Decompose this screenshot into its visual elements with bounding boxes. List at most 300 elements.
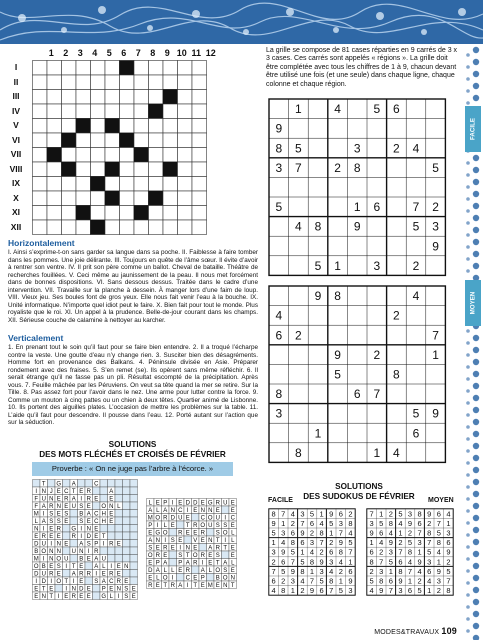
solution-letter: I	[179, 545, 182, 552]
solution-letter: C	[94, 511, 99, 518]
crossword-cell	[134, 177, 149, 192]
crossword-cell	[178, 133, 193, 148]
solution-letter: E	[208, 552, 213, 559]
solution-digit: 2	[271, 557, 276, 567]
solution-digit: 2	[407, 528, 413, 538]
crossword-cell	[192, 220, 207, 235]
solution-letter: I	[87, 548, 90, 555]
crossword-cell	[76, 61, 91, 76]
solution-digit: 6	[446, 538, 451, 548]
solution-letter: E	[116, 563, 121, 570]
sudoku-given-digit: 1	[295, 102, 302, 117]
solution-letter: S	[223, 567, 228, 574]
crossword-cell	[47, 220, 62, 235]
crossword-cell	[120, 148, 135, 163]
solution-letter: I	[224, 515, 227, 522]
crossword-cell	[62, 104, 77, 119]
solution-letter: I	[65, 586, 68, 593]
solution-digit: 3	[348, 586, 353, 596]
crossword-cell	[178, 191, 193, 206]
solution-digit: 6	[379, 528, 384, 538]
sudoku-given-digit: 5	[334, 367, 341, 382]
crossword-column-number: 2	[63, 48, 69, 58]
solution-digit: 4	[281, 538, 286, 548]
solution-letter: M	[33, 556, 39, 563]
sudoku-given-digit: 8	[353, 160, 361, 175]
crossword-cell	[163, 133, 178, 148]
solution-digit: 5	[398, 509, 403, 519]
solution-letter: R	[86, 571, 91, 578]
solution-digit: 3	[417, 538, 422, 548]
solution-digit: 2	[309, 528, 315, 538]
solution-digit: 9	[379, 586, 384, 596]
solution-digit: 8	[300, 566, 305, 576]
crossword-cell	[120, 177, 135, 192]
crossword-column-numbers	[38, 48, 248, 60]
solution-letter: N	[86, 526, 91, 533]
crossword-row-number: X	[13, 192, 19, 203]
solution-letter: S	[49, 518, 54, 525]
footer-brand: MODES&TRAVAUX	[374, 629, 440, 636]
solution-letter: I	[80, 533, 83, 540]
crossword-column-number: 5	[106, 48, 112, 58]
solution-digit: 7	[338, 528, 343, 538]
crossword-cell	[76, 148, 91, 163]
solution-letter: T	[71, 563, 76, 570]
crossword-cell	[47, 133, 62, 148]
solution-digit: 5	[436, 528, 441, 538]
solution-digit: 5	[369, 576, 374, 586]
solution-digit: 6	[290, 528, 295, 538]
solution-letter: L	[163, 522, 167, 529]
solution-letter: C	[64, 488, 69, 495]
solution-letter: E	[94, 533, 99, 540]
solution-letter: N	[71, 586, 76, 593]
solution-letter: E	[116, 541, 121, 548]
solution-letter: R	[109, 541, 114, 548]
crossword-black-square	[134, 206, 149, 221]
solution-digit: 2	[290, 518, 295, 528]
solution-letter: N	[56, 503, 61, 510]
sudoku-given-digit: 7	[412, 200, 420, 215]
solution-letter: D	[41, 578, 46, 585]
crossword-cell	[134, 133, 149, 148]
solution-letter: R	[49, 503, 54, 510]
crossword-column-number: 11	[191, 48, 201, 58]
solution-digit: 2	[388, 509, 393, 519]
crossword-row-number: II	[13, 76, 19, 87]
solution-letter: E	[193, 575, 198, 582]
solution-digit: 5	[446, 566, 451, 576]
solution-digit: 3	[379, 566, 384, 576]
solution-letter: R	[170, 582, 175, 589]
solution-letter: C	[230, 515, 235, 522]
sudoku-given-digit: 6	[275, 328, 283, 343]
horizontal-clue-text: I. Ainsi s’exprime-t-on sans garder sa langue dans sa poche. II. Faiblesse à faire tomber dans les pommes. Une joie délirante. III. Toujours en quête de l’âme sœur. Il évite d’avoir à rentrer son ventre. IV. Il prit son père comme un ballot. Cheval de bataille. Théâtre de recherches fouillées. V. Ceci même au jaunissement de la peau. Il nous met forcément dans de bonnes dispositions. VI. Sans dessous dessus. Traitée dans le cadre d’une intervention. VII. Travaille sur la planche à dessein. À manger lors d’une faim de loup. VIII. Vieux jeu. Ses boules font de gros yeux. Elle nous fait venir l’eau à la bouche. IX. Unité informatique. N’importe quel idiot peut le faire. X. Bien fait pour tout le monde. Plus royaliste que le roi. XI. Un appel à la prudence. Belle-de-jour courant dans les champs. XII. Sérieuse couche de calamine à nettoyer au karcher.	[8, 249, 258, 324]
solution-digit: 8	[446, 586, 451, 596]
sudoku-medium-grid	[268, 285, 448, 465]
solution-letter: C	[200, 515, 205, 522]
solution-digit: 8	[290, 538, 295, 548]
solution-letter: A	[101, 578, 106, 585]
solution-digit: 4	[338, 557, 343, 567]
solution-letter: O	[192, 552, 198, 559]
crossword-cell	[192, 177, 207, 192]
solution-letter: P	[178, 560, 183, 567]
solution-letter: N	[34, 526, 39, 533]
crossword-black-square	[105, 119, 120, 134]
crossword-cell	[192, 162, 207, 177]
solution-digit: 1	[379, 509, 384, 519]
crossword-cell	[105, 75, 120, 90]
solution-letter: U	[64, 556, 69, 563]
solution-letter: P	[148, 522, 153, 529]
crossword-cell	[33, 133, 48, 148]
solution-letter: E	[193, 530, 198, 537]
solution-letter: N	[56, 541, 61, 548]
solution-letter: A	[94, 556, 99, 563]
solution-letter: R	[148, 582, 153, 589]
solution-letter: T	[41, 586, 46, 593]
solution-letter: R	[163, 515, 168, 522]
solution-letter: E	[86, 556, 91, 563]
solution-letter: C	[109, 578, 114, 585]
solution-letter: I	[117, 593, 120, 600]
crossword-cell	[149, 133, 164, 148]
crossword-cell	[91, 133, 106, 148]
crossword-row-number: III	[12, 91, 20, 101]
solution-letter: R	[116, 578, 121, 585]
crossword-black-square	[91, 220, 106, 235]
solution-letter: A	[79, 541, 84, 548]
solution-letter: D	[185, 500, 190, 507]
solution-letter: S	[215, 530, 220, 537]
crossword-black-square	[120, 133, 135, 148]
sudoku-given-digit: 7	[373, 387, 381, 402]
crossword-cell	[76, 162, 91, 177]
solution-digit: 4	[348, 528, 353, 538]
crossword-cell	[33, 191, 48, 206]
solution-letter: U	[71, 503, 76, 510]
solution-letter: I	[72, 578, 75, 585]
solution-digit: 4	[388, 528, 393, 538]
solution-digit: 5	[407, 538, 413, 548]
solution-letter: I	[164, 537, 167, 544]
solution-digit: 1	[300, 547, 305, 557]
crossword-cell	[105, 133, 120, 148]
horizontal-heading: Horizontalement	[8, 238, 75, 248]
sudoku-given-digit: 1	[373, 445, 381, 460]
solution-digit: 7	[446, 576, 451, 586]
solution-letter: I	[95, 571, 98, 578]
solution-letter: N	[230, 575, 235, 582]
sudoku-given-digit: 9	[432, 239, 439, 254]
solution-digit: 6	[417, 518, 422, 528]
solution-letter: S	[79, 503, 84, 510]
solution-letter: I	[156, 522, 159, 529]
crossword-cell	[33, 177, 48, 192]
solution-letter: E	[56, 488, 61, 495]
solution-digit: 3	[338, 518, 343, 528]
solution-letter: B	[41, 563, 46, 570]
crossword-cell	[178, 75, 193, 90]
sudoku-given-digit: 3	[432, 219, 439, 234]
solution-letter: L	[34, 518, 38, 525]
solution-letter: L	[231, 560, 235, 567]
solution-digit: 4	[379, 538, 384, 548]
solution-letter: R	[185, 567, 190, 574]
solution-letter: R	[215, 500, 220, 507]
solution-letter: U	[41, 571, 46, 578]
solution-letter: T	[223, 545, 228, 552]
solution-letter: R	[109, 571, 114, 578]
solution-letter: E	[79, 488, 84, 495]
solution-digit: 2	[281, 576, 286, 586]
crossword-cell	[178, 61, 193, 76]
solution-letter: E	[200, 582, 205, 589]
solution-letter: I	[42, 511, 45, 518]
solution-letter: J	[49, 488, 53, 495]
solution-digit: 9	[329, 509, 334, 519]
solution-letter: G	[56, 481, 62, 488]
solution-digit: 2	[436, 586, 441, 596]
solution-digit: 6	[338, 509, 343, 519]
solution-letter: S	[215, 522, 220, 529]
solution-letter: T	[185, 522, 190, 529]
solution-digit: 8	[319, 528, 324, 538]
solution-letter: O	[162, 530, 168, 537]
solution-letter: A	[185, 560, 190, 567]
solution-letter: E	[215, 507, 220, 514]
solution-letter: U	[223, 500, 228, 507]
solution-letter: S	[49, 511, 54, 518]
solution-letter: O	[41, 548, 47, 555]
crossword-black-square	[62, 133, 77, 148]
solution-letter: O	[33, 563, 39, 570]
solution-digit: 8	[427, 528, 432, 538]
solution-digit: 5	[338, 586, 343, 596]
crossword-cell	[33, 75, 48, 90]
solution-letter: E	[34, 593, 39, 600]
solution-digit: 5	[379, 518, 384, 528]
solution-letter: T	[185, 552, 190, 559]
solution-digit: 1	[427, 586, 432, 596]
solution-digit: 1	[388, 566, 393, 576]
solution-digit: 1	[348, 557, 353, 567]
solution-letter: N	[41, 488, 46, 495]
solution-digit: 9	[309, 586, 315, 596]
solution-digit: 3	[407, 509, 413, 519]
solution-letter: D	[79, 586, 84, 593]
solution-letter: T	[41, 481, 46, 488]
solution-digit: 8	[309, 557, 315, 567]
crossword-cell	[91, 75, 106, 90]
solution-digit: 6	[407, 586, 413, 596]
solution-digit: 6	[319, 586, 324, 596]
solution-digit: 8	[329, 576, 334, 586]
sudoku-given-digit: 6	[353, 387, 361, 402]
solution-letter: O	[222, 530, 228, 537]
crossword-cell	[178, 104, 193, 119]
solution-letter: E	[155, 545, 160, 552]
solution-digit: 5	[427, 547, 432, 557]
crossword-row-number: XI	[11, 207, 21, 217]
solution-digit: 7	[427, 538, 432, 548]
crossword-cell	[62, 148, 77, 163]
solution-digit: 5	[290, 547, 295, 557]
solution-digit: 5	[329, 518, 334, 528]
sudoku-instructions: La grille se compose de 81 cases réparties en 9 carrés de 3 x 3 cases. Ces carrés sont appelés « régions ». La grille doit être complétée avec tous les chiffres de 1 à 9, chacun devant être utilisé une fois (et une seule) dans chaque ligne, chaque colonne et chaque région.	[266, 47, 458, 88]
crossword-cell	[192, 61, 207, 76]
sudoku-given-digit: 7	[295, 160, 302, 175]
solution-digit: 2	[398, 538, 403, 548]
page-footer	[374, 626, 457, 636]
solution-letter: I	[201, 560, 204, 567]
solution-digit: 5	[281, 566, 286, 576]
solution-letter: D	[34, 541, 39, 548]
solution-digit: 3	[398, 586, 403, 596]
solution-letter: U	[208, 522, 213, 529]
crossword-cell	[47, 104, 62, 119]
sudoku-given-digit: 2	[393, 141, 400, 156]
crossword-row-number: V	[13, 120, 19, 130]
solution-letter: L	[208, 567, 212, 574]
solution-digit: 4	[417, 566, 422, 576]
solution-digit: 2	[427, 518, 432, 528]
solution-digit: 4	[290, 509, 295, 519]
solution-letter: E	[193, 507, 198, 514]
solution-letter: R	[79, 571, 84, 578]
solution-digit: 5	[417, 586, 422, 596]
solution-letter: I	[42, 556, 45, 563]
solution-digit: 6	[271, 576, 276, 586]
solution-letter: I	[171, 575, 174, 582]
solution-digit: 9	[369, 528, 374, 538]
solution-digit: 7	[417, 528, 422, 538]
solution-letter: P	[155, 560, 160, 567]
crossword-cell	[192, 148, 207, 163]
solution-letter: P	[94, 541, 99, 548]
solution-digit: 3	[329, 557, 334, 567]
solution-letter: N	[170, 507, 175, 514]
proverb-banner: Proverbe : « On ne juge pas l’arbre à l’écorce. »	[32, 462, 233, 476]
solution-letter: E	[94, 526, 99, 533]
crossword-cell	[120, 191, 135, 206]
solution-digit: 8	[369, 557, 374, 567]
solution-letter: E	[208, 560, 213, 567]
crossword-cell	[134, 162, 149, 177]
sudoku-given-digit: 8	[275, 141, 283, 156]
solution-letter: S	[94, 578, 99, 585]
solution-letter: L	[231, 530, 235, 537]
crossword-cell	[47, 119, 62, 134]
sudoku-given-digit: 1	[432, 347, 439, 362]
sudoku-given-digit: 5	[432, 160, 439, 175]
crossword-black-square	[76, 119, 91, 134]
crossword-cell	[134, 75, 149, 90]
crossword-cell	[62, 119, 77, 134]
crossword-cell	[33, 90, 48, 105]
solution-digit: 8	[348, 518, 353, 528]
crossword-cell	[178, 162, 193, 177]
solution-letter: A	[71, 481, 76, 488]
solution-letter: L	[102, 563, 106, 570]
sudoku-given-digit: 2	[373, 347, 381, 362]
solution-letter: E	[185, 530, 190, 537]
solution-digit: 5	[309, 509, 315, 519]
crossword-cell	[192, 75, 207, 90]
solution-digit: 2	[329, 538, 334, 548]
crossword-cell	[76, 220, 91, 235]
crossword-cell	[62, 75, 77, 90]
crossword-black-square	[149, 104, 164, 119]
solution-letter: U	[41, 541, 46, 548]
solution-letter: L	[156, 507, 160, 514]
crossword-cell	[192, 206, 207, 221]
solution-letter: F	[34, 503, 39, 510]
solution-digit: 3	[427, 557, 432, 567]
sudoku-given-digit: 2	[295, 328, 302, 343]
solution-letter: R	[71, 533, 76, 540]
solution-letter: E	[49, 563, 54, 570]
solution-letter: L	[163, 567, 167, 574]
solution-letter: U	[215, 515, 220, 522]
solution-digit: 5	[271, 528, 276, 538]
solution-digit: 5	[388, 557, 393, 567]
solution-letter: N	[109, 503, 114, 510]
solution-letter: E	[178, 500, 183, 507]
solution-letter: E	[86, 586, 91, 593]
solution-letter: E	[34, 586, 39, 593]
solution-letter: E	[64, 593, 69, 600]
solution-letter: T	[193, 582, 198, 589]
solution-letter: A	[41, 503, 46, 510]
solution-letter: H	[101, 518, 106, 525]
solution-letter: T	[215, 537, 220, 544]
solution-digit: 4	[329, 566, 334, 576]
solution-digit: 1	[319, 509, 324, 519]
solution-letter: S	[170, 537, 175, 544]
solution-letter: I	[171, 500, 174, 507]
crossword-cell	[149, 220, 164, 235]
crossword-column-number: 1	[48, 48, 54, 58]
solution-letter: N	[200, 507, 205, 514]
solution-letter: O	[56, 556, 62, 563]
sudoku-given-digit: 9	[432, 406, 439, 421]
solution-letter: L	[148, 500, 152, 507]
solution-letter: R	[49, 571, 54, 578]
crossword-cell	[47, 206, 62, 221]
solution-digit: 1	[281, 518, 286, 528]
solution-digit: 9	[388, 538, 393, 548]
solution-letter: A	[109, 488, 114, 495]
solution-digit: 9	[427, 509, 432, 519]
solution-letter: R	[64, 496, 69, 503]
solution-letter: E	[178, 567, 183, 574]
crossword-cell	[33, 206, 48, 221]
solution-letter: T	[215, 560, 220, 567]
solution-letter: G	[207, 500, 213, 507]
solution-letter: E	[148, 560, 153, 567]
solution-letter: E	[109, 586, 114, 593]
solution-letter: I	[35, 578, 38, 585]
solution-digit: 9	[281, 547, 286, 557]
sudoku-given-digit: 5	[314, 258, 322, 273]
solution-letter: S	[215, 552, 220, 559]
solution-letter: R	[163, 545, 168, 552]
words-solutions-title: SOLUTIONS DES MOTS FLÉCHÉS ET CROISÉS DE FÉVRIER	[39, 440, 226, 459]
solution-digit: 8	[398, 566, 403, 576]
